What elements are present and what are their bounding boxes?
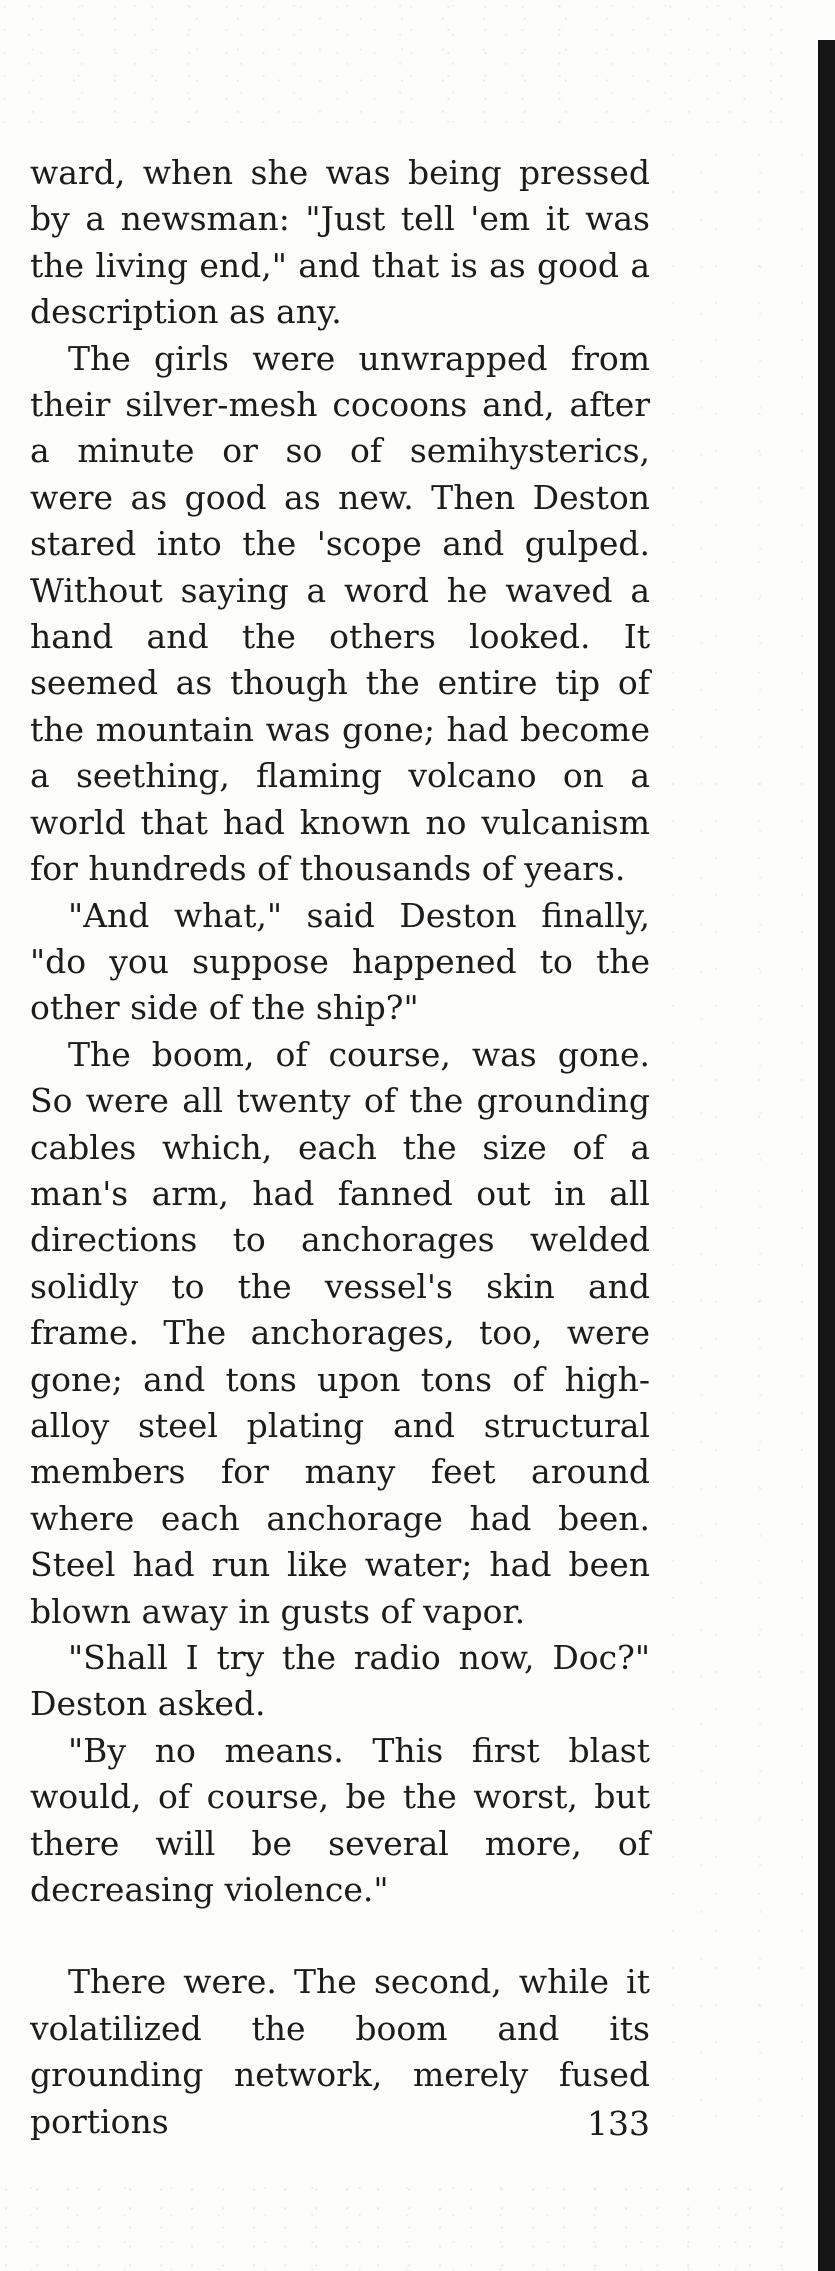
paragraph-continued: ward, when she was being pressed by a newsman: "Just tell 'em it was the living end," and that is as good a description as any.	[30, 153, 650, 332]
paragraph-try-radio: "Shall I try the radio now, Doc?" Deston asked.	[30, 1638, 650, 1724]
paragraph-girls-unwrapped: The girls were unwrapped from their silver-mesh cocoons and, after a minute or so of semihysterics, were as good as new. Then Deston stared into the 'scope and gulped. Without saying a word he waved a hand and the others looked. It seemed as though the entire tip of the mountain was gone; had become a seething, flaming volcano on a world that had known no vulcanism for hundreds of thousands of years.	[30, 338, 650, 889]
paper-speckle-margin	[660, 140, 810, 2140]
paragraph-deston-question: "And what," said Deston finally, "do you suppose happened to the other side of the ship?"	[30, 895, 650, 1028]
body-text-column	[30, 150, 650, 2145]
binding-edge-shadow	[818, 40, 835, 2271]
page-number: 133	[587, 2104, 650, 2143]
paragraph-there-were: There were. The second, while it volatilized the boom and its grounding network, merely fused portions	[30, 1962, 650, 2141]
paragraph-by-no-means: "By no means. This first blast would, of course, be the worst, but there will be several more, of decreasing violence."	[30, 1730, 650, 1910]
paper-speckle-bottom	[0, 2180, 810, 2271]
paper-speckle-top	[0, 0, 810, 140]
paragraph-boom-gone: The boom, of course, was gone. So were all twenty of the grounding cables which, each the size of a man's arm, had fanned out in all directions to anchorages welded solidly to the vessel's skin and frame. The anchorages, too, were gone; and tons upon tons of high-alloy steel plating and structural members for many feet around where each anchorage had been. Steel had run like water; had been blown away in gusts of vapor.	[30, 1034, 650, 1631]
